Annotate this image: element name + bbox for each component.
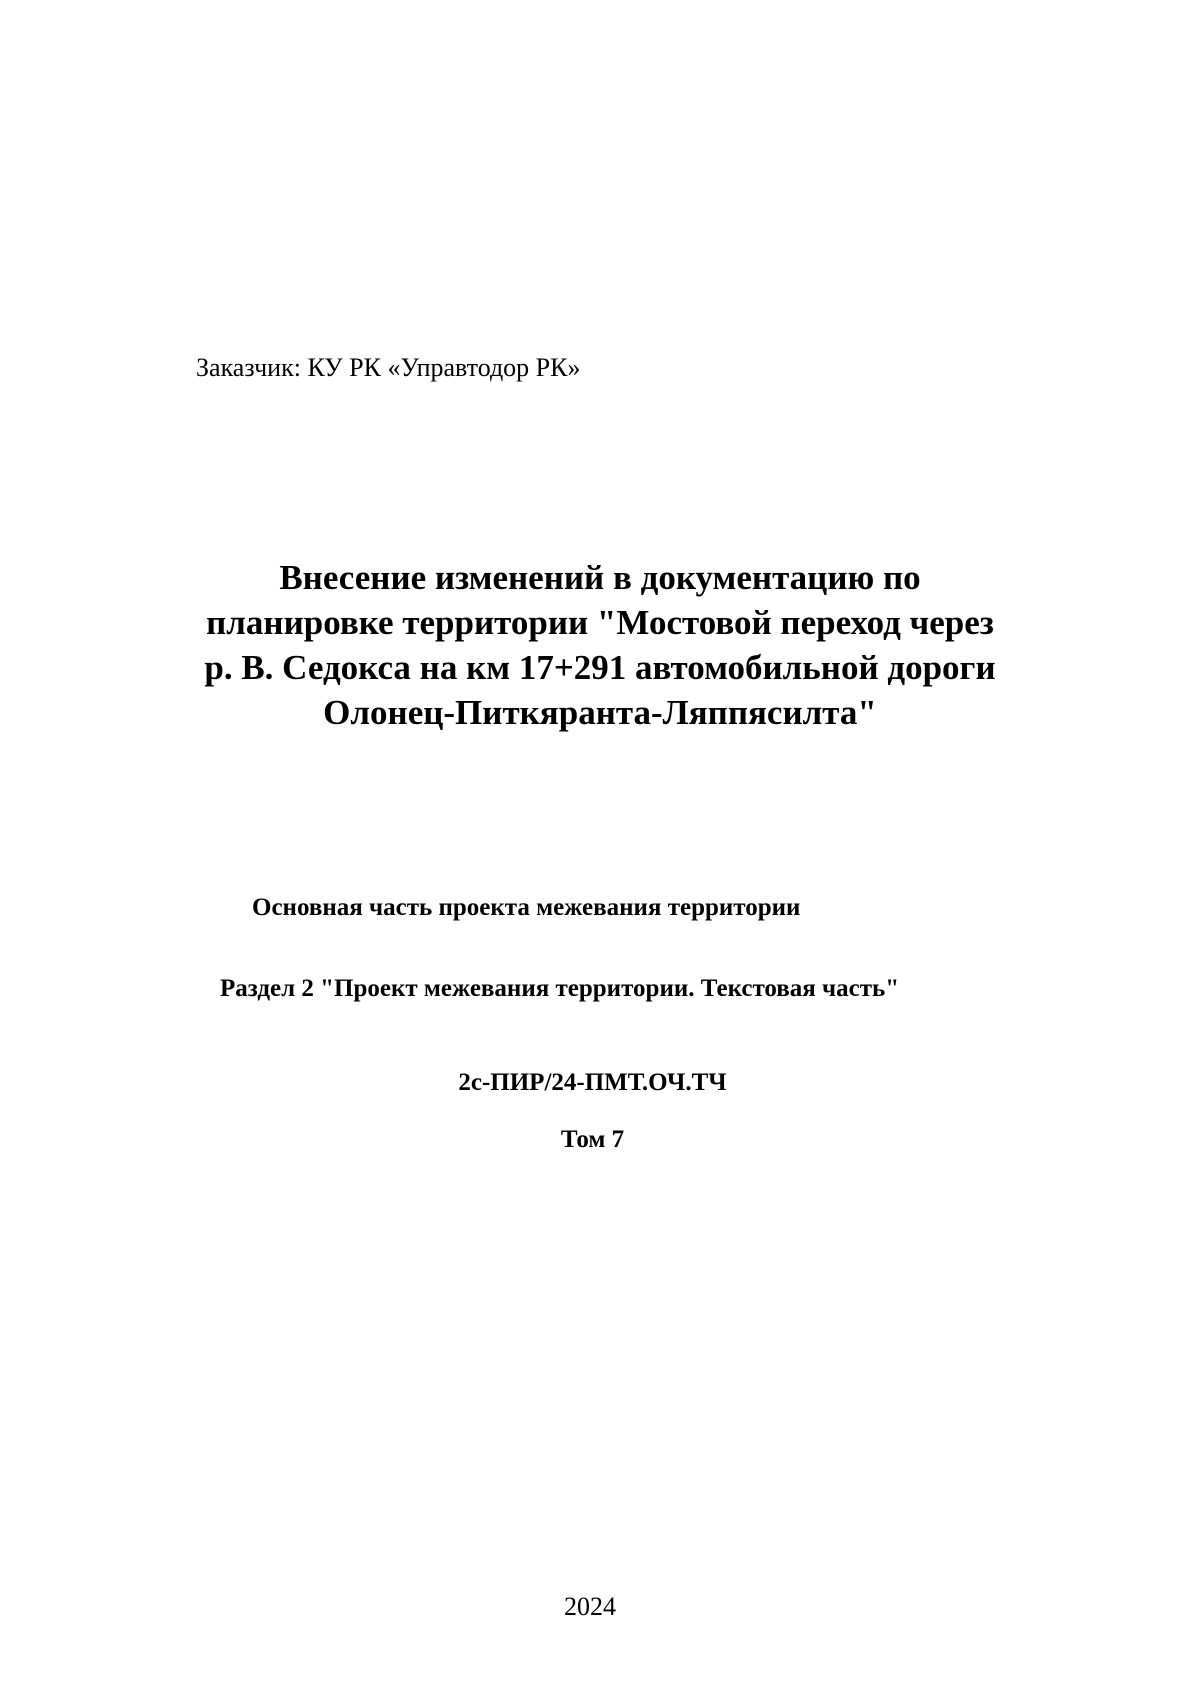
title-line-2: планировке территории "Мостовой переход через	[206, 603, 994, 642]
title-line-1: Внесение изменений в документацию по	[279, 558, 921, 597]
volume-number: Том 7	[560, 1126, 625, 1153]
section-heading: Раздел 2 "Проект межевания территории. Текстовая часть"	[220, 975, 900, 1002]
document-code: 2с-ПИР/24-ПМТ.ОЧ.ТЧ	[458, 1069, 727, 1096]
document-year: 2024	[564, 1592, 616, 1621]
title-line-4: Олонец-Питкяранта-Ляппясилта"	[323, 693, 877, 732]
document-title	[120, 555, 1080, 735]
document-subtitle: Основная часть проекта межевания территории	[252, 894, 801, 921]
customer-line: Заказчик: КУ РК «Управтодор РК»	[196, 353, 581, 382]
title-line-3: р. В. Седокса на км 17+291 автомобильной дороги	[204, 648, 996, 687]
